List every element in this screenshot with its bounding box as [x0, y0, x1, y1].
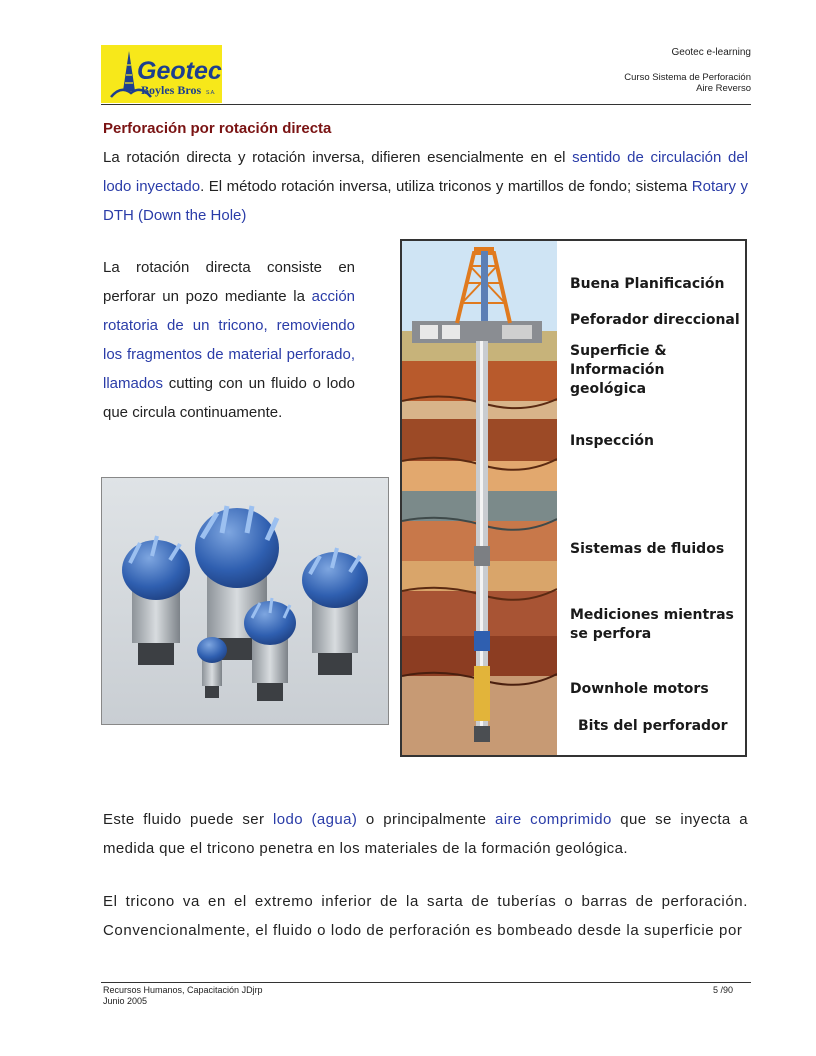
intro-text-1: La rotación directa y rotación inversa, difieren esencialmente en el — [103, 149, 573, 166]
rotation-text-1: La rotación directa consiste en perforar un pozo mediante la — [103, 259, 355, 305]
footer-date: Junio 2005 — [103, 996, 148, 1006]
intro-text-2: . El método rotación inversa, utiliza triconos y martillos de fondo; sistema — [200, 178, 692, 195]
page-number: 5 /90 — [712, 985, 733, 995]
header-right — [624, 47, 751, 94]
section-title: Perforación por rotación directa — [103, 120, 332, 137]
diagram-label-mwd: Mediciones mientras se perfora — [570, 607, 734, 642]
header-course: Curso Sistema de Perforación — [624, 72, 751, 83]
footer-divider — [101, 982, 751, 983]
footer-department: Recursos Humanos, Capacitación JDjrp — [103, 985, 263, 995]
diagram-label-bits: Bits del perforador — [578, 718, 728, 734]
rotation-text-2: cutting con un fluido o lodo que circula continuamente. — [103, 375, 355, 421]
svg-text:Boyles Bros: Boyles Bros — [141, 83, 202, 97]
intro-paragraph — [103, 143, 748, 230]
diagram-label-downhole-motors: Downhole motors — [570, 681, 709, 697]
fluid-highlight-2: aire comprimido — [494, 811, 612, 828]
intro-highlight-1: sentido de circulación del lodo inyectado — [103, 149, 748, 195]
fluid-text-3: que se inyecta a medida que el tricono penetra en los materiales de la formación geológica. — [103, 811, 748, 857]
svg-text:Geotec: Geotec — [137, 57, 222, 85]
footer-left — [103, 985, 263, 1007]
fluid-paragraph — [103, 805, 748, 863]
rotation-paragraph — [103, 253, 355, 427]
logo-graphic — [101, 45, 222, 103]
drilling-diagram — [400, 239, 747, 757]
fluid-highlight-1: lodo (agua) — [272, 811, 358, 828]
company-logo — [101, 45, 222, 103]
diagram-label-surface-geology: Superficie & Información geológica — [570, 343, 667, 397]
tricone-paragraph: El tricono va en el extremo inferior de la sarta de tuberías o barras de perforación. Convencionalmente, el fluido o lodo de perforación es bombeado desde la superficie por — [103, 893, 748, 939]
diagram-label-inspection: Inspección — [570, 433, 655, 449]
rotation-highlight: acción rotatoria de un tricono, removiendo los fragmentos de material perforado, llamados — [103, 288, 355, 392]
header-elearning: Geotec e-learning — [671, 47, 751, 58]
diagram-label-directional-driller: Peforador direccional — [570, 312, 740, 328]
fluid-text-1: Este fluido puede ser — [103, 811, 273, 828]
svg-text:S.A.: S.A. — [206, 90, 216, 96]
drill-bits-photo — [101, 477, 389, 725]
header-divider — [101, 104, 751, 105]
header-course-sub: Aire Reverso — [696, 83, 751, 94]
drill-bits-illustration — [102, 478, 388, 724]
diagram-label-fluid-systems: Sistemas de fluidos — [570, 541, 725, 557]
diagram-label-planning: Buena Planificación — [570, 276, 725, 292]
intro-highlight-2: Rotary y DTH (Down the Hole) — [103, 178, 748, 224]
fluid-text-2: o principalmente — [357, 811, 495, 828]
